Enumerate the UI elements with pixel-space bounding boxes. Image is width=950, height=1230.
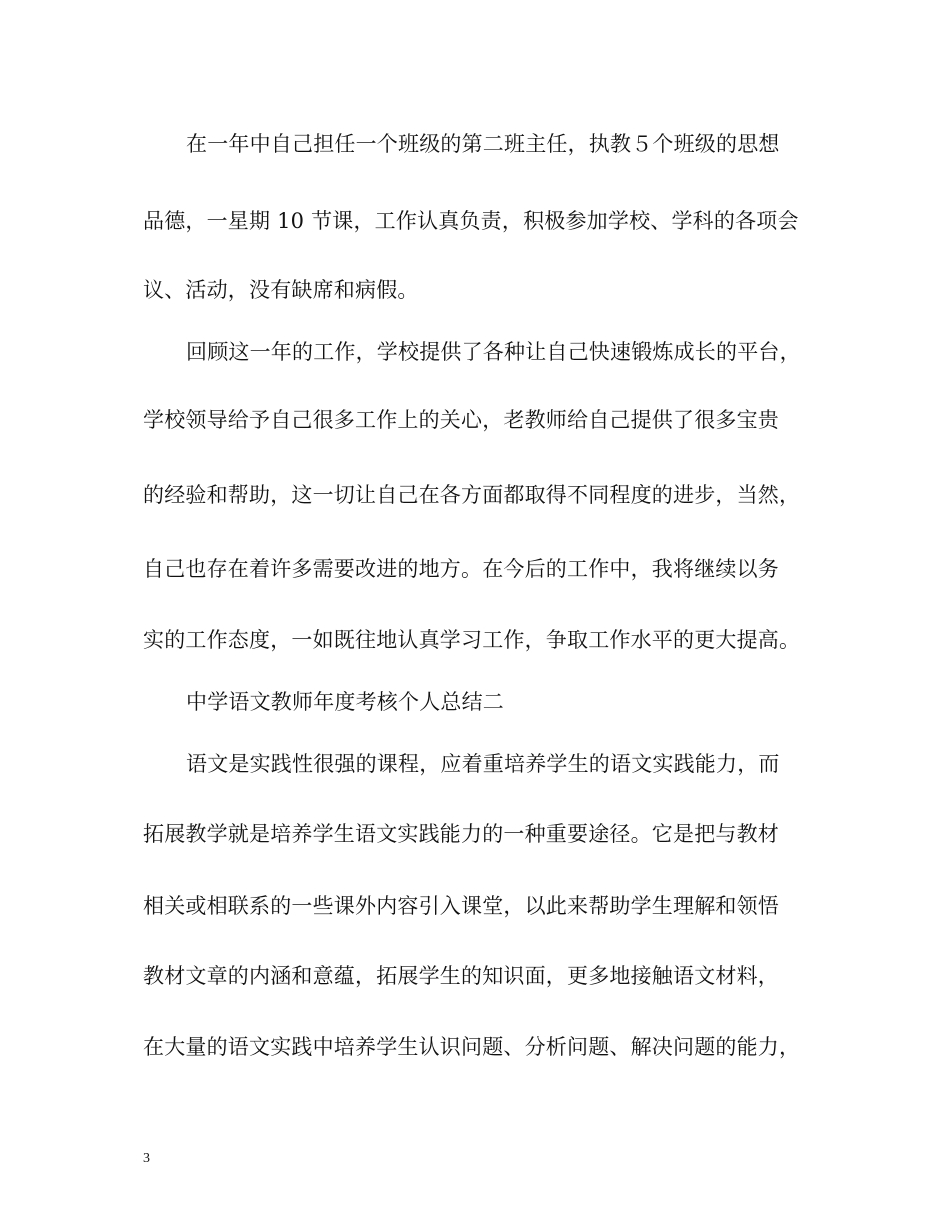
text-line: 回顾这一年的工作，学校提供了各种让自己快速锻炼成长的平台， <box>186 340 801 364</box>
text-line: 在大量的语文实践中培养学生认识问题、分析问题、解决问题的能力， <box>143 1035 801 1059</box>
text-line: 语文是实践性很强的课程，应着重培养学生的语文实践能力，而 <box>186 752 780 776</box>
text-line: 学校领导给予自己很多工作上的关心，老教师给自己提供了很多宝贵 <box>143 408 779 432</box>
text-line: 的经验和帮助，这一切让自己在各方面都取得不同程度的进步，当然， <box>143 483 801 507</box>
text-line: 实的工作态度，一如既往地认真学习工作，争取工作水平的更大提高。 <box>143 628 801 652</box>
page-number: 3 <box>143 1151 150 1166</box>
text-line: 拓展教学就是培养学生语文实践能力的一种重要途径。它是把与教材 <box>143 822 779 846</box>
text-line: 品德，一星期 10 节课，工作认真负责，积极参加学校、学科的各项会 <box>143 209 799 233</box>
text-line: 相关或相联系的一些课外内容引入课堂，以此来帮助学生理解和领悟 <box>143 894 779 918</box>
text-line: 在一年中自己担任一个班级的第二班主任，执教５个班级的思想 <box>186 132 780 156</box>
text-line: 教材文章的内涵和意蕴，拓展学生的知识面，更多地接触语文材料， <box>143 964 779 988</box>
text-line: 议、活动，没有缺席和病假。 <box>143 278 419 302</box>
text-line: 自己也存在着许多需要改进的地方。在今后的工作中，我将继续以务 <box>143 557 779 581</box>
heading-text: 中学语文教师年度考核个人总结二 <box>186 690 504 714</box>
